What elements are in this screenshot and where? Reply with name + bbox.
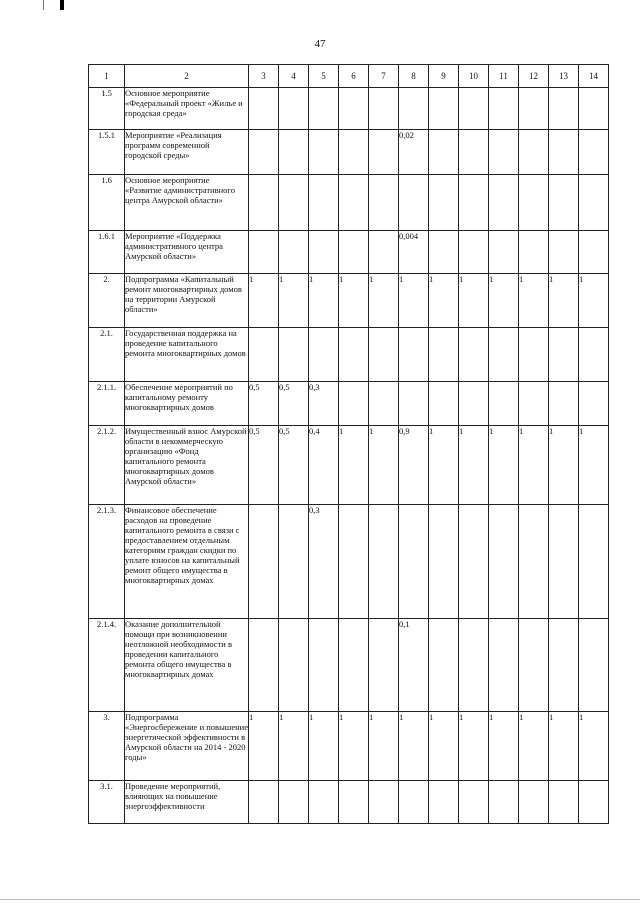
value-cell — [549, 382, 579, 426]
indicator-table — [88, 64, 609, 824]
table-row — [89, 505, 609, 619]
value-cell — [369, 619, 399, 712]
value-cell: 1 — [249, 712, 279, 781]
value-cell: 1 — [459, 274, 489, 328]
column-header: 8 — [399, 65, 429, 88]
value-cell: 0,5 — [279, 426, 309, 505]
value-cell — [429, 130, 459, 175]
row-description: Государственная поддержка на проведение капитального ремонта многоквартирных домов — [125, 328, 249, 382]
column-header: 14 — [579, 65, 609, 88]
value-cell: 1 — [459, 426, 489, 505]
value-cell — [339, 619, 369, 712]
value-cell — [429, 781, 459, 824]
value-cell: 0,1 — [399, 619, 429, 712]
value-cell — [549, 88, 579, 130]
value-cell: 1 — [549, 712, 579, 781]
value-cell — [519, 781, 549, 824]
table-row — [89, 231, 609, 274]
value-cell — [279, 175, 309, 231]
value-cell — [459, 130, 489, 175]
value-cell — [249, 619, 279, 712]
value-cell: 1 — [249, 274, 279, 328]
column-header: 12 — [519, 65, 549, 88]
column-header: 3 — [249, 65, 279, 88]
value-cell: 1 — [489, 274, 519, 328]
value-cell — [579, 175, 609, 231]
value-cell — [549, 175, 579, 231]
value-cell — [459, 88, 489, 130]
value-cell — [249, 175, 279, 231]
row-description: Финансовое обеспечение расходов на проведение капитального ремонта в связи с предоставлением отдельным категориям граждан скидки по уплате взносов на капитальный ремонт общего имущества в многоквартирных домах — [125, 505, 249, 619]
value-cell — [339, 781, 369, 824]
value-cell — [549, 505, 579, 619]
value-cell: 1 — [579, 712, 609, 781]
table-row — [89, 328, 609, 382]
value-cell — [249, 505, 279, 619]
row-description: Мероприятие «Поддержка административного центра Амурской области» — [125, 231, 249, 274]
value-cell — [549, 781, 579, 824]
value-cell — [339, 231, 369, 274]
row-description: Основное мероприятие «Развитие административного центра Амурской области» — [125, 175, 249, 231]
value-cell — [489, 130, 519, 175]
value-cell: 0,5 — [249, 382, 279, 426]
row-description: Обеспечение мероприятий по капитальному ремонту многоквартирных домов — [125, 382, 249, 426]
value-cell — [489, 382, 519, 426]
value-cell: 1 — [519, 426, 549, 505]
page-number: 47 — [314, 38, 326, 50]
row-description: Подпрограмма «Капитальный ремонт многоквартирных домов на территории Амурской области» — [125, 274, 249, 328]
value-cell — [579, 505, 609, 619]
value-cell: 1 — [399, 274, 429, 328]
table-row — [89, 619, 609, 712]
value-cell — [399, 328, 429, 382]
value-cell — [279, 231, 309, 274]
scan-artifact — [43, 0, 44, 10]
column-header: 2 — [125, 65, 249, 88]
row-number: 2.1. — [89, 328, 125, 382]
value-cell — [519, 130, 549, 175]
value-cell — [459, 175, 489, 231]
row-description: Проведение мероприятий, влияющих на повышение энергоэффективности — [125, 781, 249, 824]
value-cell: 1 — [369, 274, 399, 328]
row-description: Оказание дополнительной помощи при возникновении неотложной необходимости в проведении капитального ремонта общего имущества в многоквартирных домах — [125, 619, 249, 712]
value-cell — [339, 88, 369, 130]
value-cell — [459, 231, 489, 274]
value-cell — [249, 328, 279, 382]
value-cell — [579, 619, 609, 712]
value-cell: 1 — [579, 274, 609, 328]
value-cell — [369, 505, 399, 619]
value-cell: 1 — [549, 426, 579, 505]
value-cell — [429, 175, 459, 231]
value-cell — [279, 328, 309, 382]
value-cell — [579, 130, 609, 175]
row-description: Имущественный взнос Амурской области в некоммерческую организацию «Фонд капитального ремонта многоквартирных домов Амурской области» — [125, 426, 249, 505]
value-cell: 1 — [549, 274, 579, 328]
value-cell — [369, 175, 399, 231]
value-cell — [369, 328, 399, 382]
value-cell — [399, 505, 429, 619]
value-cell: 1 — [309, 274, 339, 328]
value-cell — [459, 382, 489, 426]
value-cell — [279, 781, 309, 824]
value-cell — [309, 130, 339, 175]
value-cell — [459, 619, 489, 712]
value-cell — [309, 328, 339, 382]
value-cell: 1 — [429, 426, 459, 505]
value-cell: 0,5 — [279, 382, 309, 426]
value-cell: 0,02 — [399, 130, 429, 175]
value-cell: 1 — [279, 712, 309, 781]
value-cell: 1 — [459, 712, 489, 781]
value-cell — [459, 781, 489, 824]
value-cell — [309, 619, 339, 712]
value-cell: 0,004 — [399, 231, 429, 274]
value-cell — [369, 88, 399, 130]
value-cell — [339, 130, 369, 175]
value-cell — [429, 88, 459, 130]
table-row — [89, 88, 609, 130]
value-cell — [579, 88, 609, 130]
value-cell: 1 — [489, 426, 519, 505]
value-cell: 1 — [489, 712, 519, 781]
row-number: 1.5.1 — [89, 130, 125, 175]
value-cell — [579, 231, 609, 274]
column-header: 11 — [489, 65, 519, 88]
value-cell — [309, 175, 339, 231]
value-cell — [549, 619, 579, 712]
value-cell — [459, 328, 489, 382]
row-number: 2.1.3. — [89, 505, 125, 619]
value-cell: 1 — [309, 712, 339, 781]
table-row — [89, 175, 609, 231]
value-cell — [339, 382, 369, 426]
row-description: Подпрограмма «Энергосбережение и повышение энергетической эффективности в Амурской области на 2014 - 2020 годы» — [125, 712, 249, 781]
column-header: 4 — [279, 65, 309, 88]
column-header: 13 — [549, 65, 579, 88]
value-cell — [249, 88, 279, 130]
value-cell — [579, 781, 609, 824]
value-cell — [489, 328, 519, 382]
value-cell — [459, 505, 489, 619]
table-row — [89, 781, 609, 824]
scan-artifact — [60, 0, 64, 10]
table-row — [89, 130, 609, 175]
column-header: 6 — [339, 65, 369, 88]
column-header: 1 — [89, 65, 125, 88]
value-cell: 1 — [369, 712, 399, 781]
row-number: 2.1.1. — [89, 382, 125, 426]
value-cell — [249, 231, 279, 274]
value-cell — [489, 781, 519, 824]
value-cell: 1 — [519, 712, 549, 781]
row-number: 2.1.2. — [89, 426, 125, 505]
table-row — [89, 426, 609, 505]
value-cell — [489, 231, 519, 274]
row-number: 1.6 — [89, 175, 125, 231]
value-cell — [369, 231, 399, 274]
value-cell — [519, 175, 549, 231]
value-cell — [249, 781, 279, 824]
table-row — [89, 382, 609, 426]
column-header: 7 — [369, 65, 399, 88]
value-cell — [309, 781, 339, 824]
value-cell: 1 — [429, 712, 459, 781]
value-cell — [489, 619, 519, 712]
value-cell — [279, 619, 309, 712]
value-cell — [519, 382, 549, 426]
value-cell — [429, 619, 459, 712]
column-header: 5 — [309, 65, 339, 88]
value-cell — [519, 231, 549, 274]
value-cell: 0,5 — [249, 426, 279, 505]
row-description: Основное мероприятие «Федеральный проект «Жилье и городская среда» — [125, 88, 249, 130]
value-cell — [279, 130, 309, 175]
column-header: 10 — [459, 65, 489, 88]
row-number: 1.6.1 — [89, 231, 125, 274]
value-cell — [549, 231, 579, 274]
value-cell: 0,9 — [399, 426, 429, 505]
value-cell: 1 — [519, 274, 549, 328]
value-cell — [399, 382, 429, 426]
value-cell: 0,3 — [309, 382, 339, 426]
value-cell — [429, 382, 459, 426]
header-row — [89, 65, 609, 88]
value-cell — [399, 781, 429, 824]
value-cell: 1 — [339, 712, 369, 781]
value-cell — [519, 505, 549, 619]
value-cell — [309, 88, 339, 130]
value-cell — [489, 505, 519, 619]
table-row — [89, 274, 609, 328]
value-cell: 0,4 — [309, 426, 339, 505]
row-number: 2. — [89, 274, 125, 328]
value-cell — [339, 505, 369, 619]
value-cell: 1 — [279, 274, 309, 328]
value-cell — [579, 382, 609, 426]
value-cell — [309, 231, 339, 274]
value-cell: 0,3 — [309, 505, 339, 619]
value-cell — [579, 328, 609, 382]
value-cell — [369, 781, 399, 824]
value-cell — [489, 88, 519, 130]
value-cell — [399, 88, 429, 130]
column-header: 9 — [429, 65, 459, 88]
value-cell — [519, 88, 549, 130]
row-number: 3.1. — [89, 781, 125, 824]
table-row — [89, 712, 609, 781]
page-bottom-edge — [0, 899, 640, 900]
value-cell — [429, 328, 459, 382]
value-cell — [429, 231, 459, 274]
value-cell: 1 — [339, 274, 369, 328]
value-cell — [519, 619, 549, 712]
value-cell — [369, 382, 399, 426]
value-cell — [339, 175, 369, 231]
value-cell — [549, 328, 579, 382]
value-cell — [249, 130, 279, 175]
value-cell: 1 — [579, 426, 609, 505]
value-cell — [489, 175, 519, 231]
row-description: Мероприятие «Реализация программ современной городской среды» — [125, 130, 249, 175]
value-cell — [369, 130, 399, 175]
value-cell: 1 — [399, 712, 429, 781]
value-cell: 1 — [369, 426, 399, 505]
value-cell — [519, 328, 549, 382]
row-number: 1.5 — [89, 88, 125, 130]
value-cell — [429, 505, 459, 619]
value-cell — [279, 88, 309, 130]
value-cell — [549, 130, 579, 175]
value-cell: 1 — [429, 274, 459, 328]
value-cell — [399, 175, 429, 231]
value-cell — [279, 505, 309, 619]
value-cell — [339, 328, 369, 382]
value-cell: 1 — [339, 426, 369, 505]
row-number: 3. — [89, 712, 125, 781]
row-number: 2.1.4. — [89, 619, 125, 712]
